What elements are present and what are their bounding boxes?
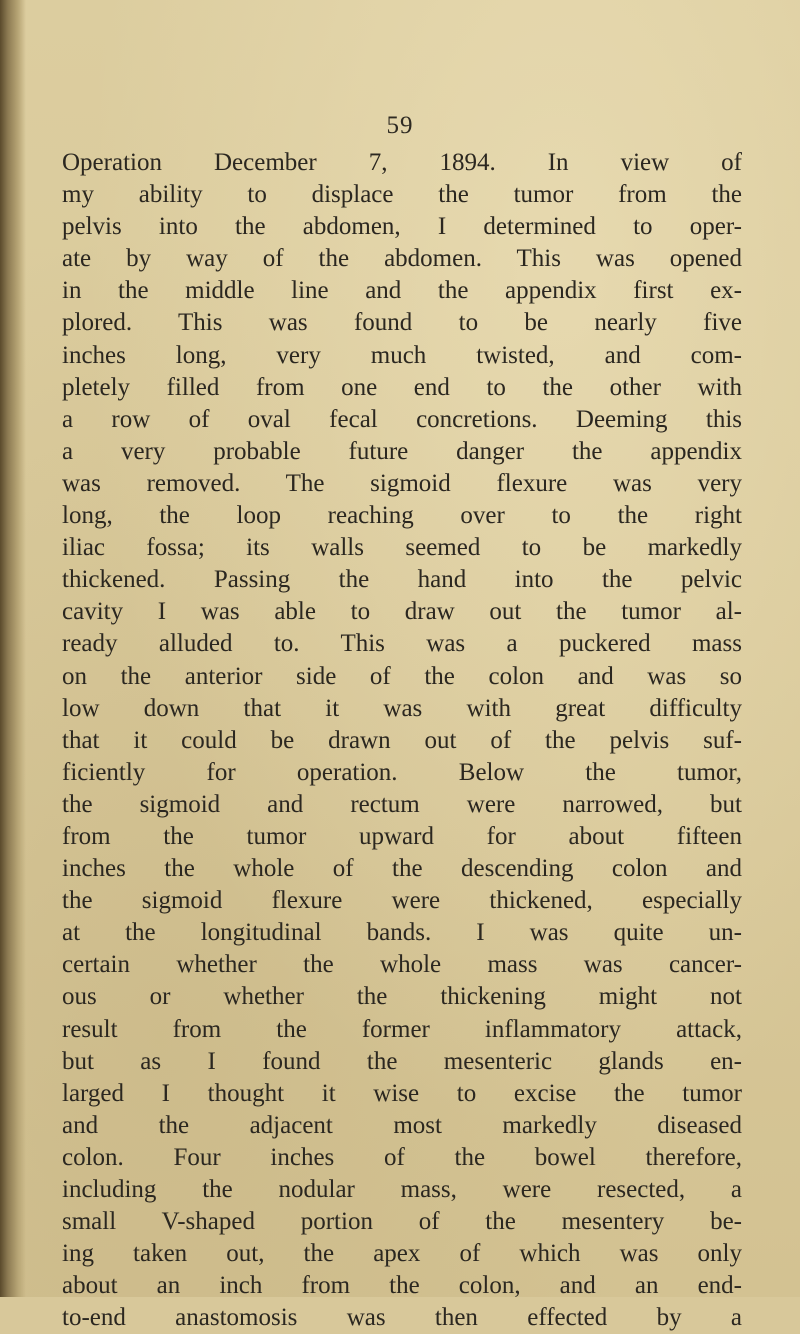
text-line: at the longitudinal bands. I was quite un- (62, 919, 742, 947)
text-line: including the nodular mass, were resected, a (62, 1176, 742, 1203)
text-line: ate by way of the abdomen. This was opened (62, 245, 742, 273)
page-number: 59 (386, 112, 414, 139)
text-line: pelvis into the abdomen, I determined to oper- (62, 213, 742, 241)
text-line: result from the former inflammatory attack, (62, 1015, 742, 1043)
text-line: ous or whether the thickening might not (62, 983, 742, 1011)
text-line: was removed. The sigmoid flexure was very (62, 469, 742, 497)
text-line: a row of oval fecal concretions. Deeming this (62, 405, 742, 433)
page-binding-edge (0, 0, 26, 1297)
text-line: the sigmoid and rectum were narrowed, but (62, 790, 742, 818)
text-line: ready alluded to. This was a puckered mass (62, 630, 742, 658)
text-line: long, the loop reaching over to the right (62, 502, 742, 530)
body-paragraph (62, 147, 742, 1334)
text-line: plored. This was found to be nearly five (62, 309, 742, 337)
text-line: certain whether the whole mass was cancer- (62, 951, 742, 979)
text-line: and the adjacent most markedly diseased (62, 1111, 742, 1139)
text-line: cavity I was able to draw out the tumor al- (62, 598, 742, 626)
text-line: to-end anastomosis was then effected by a (62, 1304, 742, 1332)
text-line: from the tumor upward for about fifteen (62, 822, 742, 850)
text-line: low down that it was with great difficulty (62, 694, 742, 722)
text-line: about an inch from the colon, and an end- (62, 1272, 742, 1300)
text-line: ficiently for operation. Below the tumor, (62, 758, 742, 786)
text-line: inches long, very much twisted, and com- (62, 341, 742, 369)
text-line: larged I thought it wise to excise the tumor (62, 1079, 742, 1107)
text-line: a very probable future danger the appendix (62, 437, 742, 465)
text-line: pletely filled from one end to the other with (62, 373, 742, 401)
text-line: thickened. Passing the hand into the pelvic (62, 566, 742, 594)
text-line: inches the whole of the descending colon and (62, 855, 742, 883)
text-line: colon. Four inches of the bowel therefore, (62, 1143, 742, 1171)
text-line: on the anterior side of the colon and was so (62, 662, 742, 690)
text-line: ing taken out, the apex of which was only (62, 1240, 742, 1268)
text-line: iliac fossa; its walls seemed to be markedly (62, 534, 742, 562)
text-line: small V-shaped portion of the mesentery be- (62, 1208, 742, 1236)
text-line: that it could be drawn out of the pelvis suf- (62, 726, 742, 754)
text-line: the sigmoid flexure were thickened, especially (62, 887, 742, 915)
text-line: my ability to displace the tumor from the (62, 181, 742, 209)
text-line: Operation December 7, 1894. In view of (62, 149, 742, 176)
text-line: in the middle line and the appendix first ex- (62, 277, 742, 305)
text-line: but as I found the mesenteric glands en- (62, 1047, 742, 1075)
